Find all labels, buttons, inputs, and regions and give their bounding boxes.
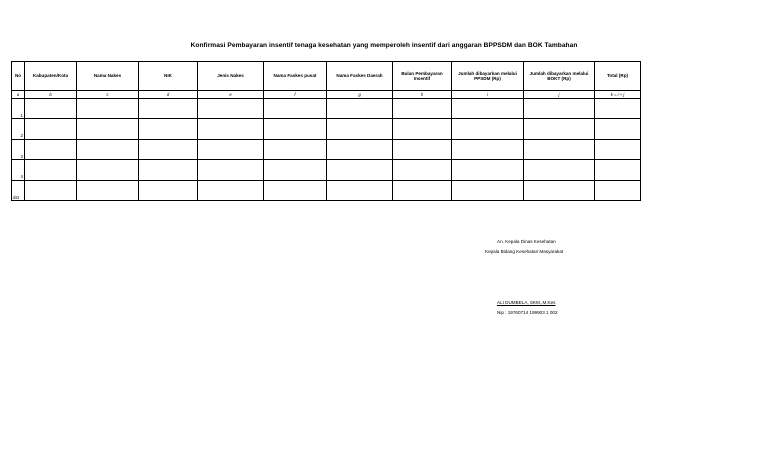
table-cell <box>327 180 393 201</box>
table-cell <box>393 139 452 160</box>
table-cell <box>25 180 77 201</box>
table-cell <box>25 160 77 181</box>
header-nama-faskes-pusat: Nama Faskes pusat <box>264 62 327 91</box>
table-row <box>12 160 641 181</box>
table-row <box>12 98 641 119</box>
table-cell <box>327 119 393 140</box>
table-cell <box>198 98 264 119</box>
header-jumlah-bokt: Jumlah dibayarkan melalui BOKT (Rp) <box>524 62 595 91</box>
table-cell <box>393 119 452 140</box>
table-cell <box>452 180 524 201</box>
header-nama-nakes: Nama Nakes <box>77 62 139 91</box>
column-letter: i <box>452 91 524 99</box>
table-cell <box>77 160 139 181</box>
table-cell <box>139 139 198 160</box>
row-number: dst <box>12 180 25 201</box>
table-cell <box>595 160 641 181</box>
table-cell <box>327 98 393 119</box>
header-bulan-pembayaran: Bulan Pembayaran Insentif <box>393 62 452 91</box>
table-cell <box>327 139 393 160</box>
signatory-nip: Nip : 19760714 199903 1 002 <box>497 310 558 315</box>
column-letter: e <box>198 91 264 99</box>
column-letter: j <box>524 91 595 99</box>
table-cell <box>198 139 264 160</box>
table-cell <box>264 98 327 119</box>
row-number: 1 <box>12 98 25 119</box>
table-cell <box>198 119 264 140</box>
table-cell <box>77 119 139 140</box>
table-cell <box>393 160 452 181</box>
table-cell <box>595 139 641 160</box>
header-nik: NIK <box>139 62 198 91</box>
table-cell <box>393 180 452 201</box>
row-number: 3 <box>12 139 25 160</box>
table-cell <box>25 139 77 160</box>
column-letter: d <box>139 91 198 99</box>
header-kabupaten-kota: Kabupaten/Kota <box>25 62 77 91</box>
column-letter: c <box>77 91 139 99</box>
table-cell <box>524 98 595 119</box>
table-cell <box>25 119 77 140</box>
column-letter: b <box>25 91 77 99</box>
table-cell <box>139 119 198 140</box>
table-cell <box>327 160 393 181</box>
header-total: Total (Rp) <box>595 62 641 91</box>
table-cell <box>524 180 595 201</box>
table-cell <box>595 98 641 119</box>
table-row <box>12 139 641 160</box>
column-letter: h <box>393 91 452 99</box>
table-row <box>12 119 641 140</box>
signature-line-1: An. Kepala Dinas Kesehatan <box>497 239 556 244</box>
column-letter: g <box>327 91 393 99</box>
table-cell <box>139 98 198 119</box>
column-letter-row <box>12 91 641 99</box>
column-letter: f <box>264 91 327 99</box>
confirmation-table <box>11 61 641 201</box>
table-cell <box>524 119 595 140</box>
table-cell <box>264 160 327 181</box>
table-cell <box>77 180 139 201</box>
document-title: Konfirmasi Pembayaran insentif tenaga kesehatan yang memperoleh insentif dari anggaran BPPSDM dan BOK Tambahan <box>190 42 578 49</box>
table-cell <box>452 139 524 160</box>
table-cell <box>264 180 327 201</box>
row-number: 4 <box>12 160 25 181</box>
column-letter: a <box>12 91 25 99</box>
table-cell <box>25 98 77 119</box>
table-cell <box>393 98 452 119</box>
header-nama-faskes-daerah: Nama Faskes Daerah <box>327 62 393 91</box>
table-cell <box>198 180 264 201</box>
table-cell <box>524 139 595 160</box>
table-cell <box>595 119 641 140</box>
row-number: 2 <box>12 119 25 140</box>
table-cell <box>139 160 198 181</box>
header-jumlah-ppsdm: Jumlah dibayarkan melalui PPSDM (Rp) <box>452 62 524 91</box>
table-cell <box>139 180 198 201</box>
header-jenis-nakes: Jenis Nakes <box>198 62 264 91</box>
table-row <box>12 180 641 201</box>
table-header-row <box>12 62 641 91</box>
header-no: No <box>12 62 25 91</box>
table-cell <box>264 139 327 160</box>
table-cell <box>524 160 595 181</box>
column-letter: k = i + j <box>595 91 641 99</box>
signature-line-2: Kepala Bidang Kesehatan Masyarakat <box>485 249 564 254</box>
table-cell <box>595 180 641 201</box>
table-cell <box>452 119 524 140</box>
table-cell <box>452 98 524 119</box>
table-cell <box>77 98 139 119</box>
table-cell <box>264 119 327 140</box>
table-cell <box>198 160 264 181</box>
table-cell <box>452 160 524 181</box>
signatory-name: ALI DUMBELA, SKM.,M.Kes <box>497 300 556 305</box>
table-cell <box>77 139 139 160</box>
